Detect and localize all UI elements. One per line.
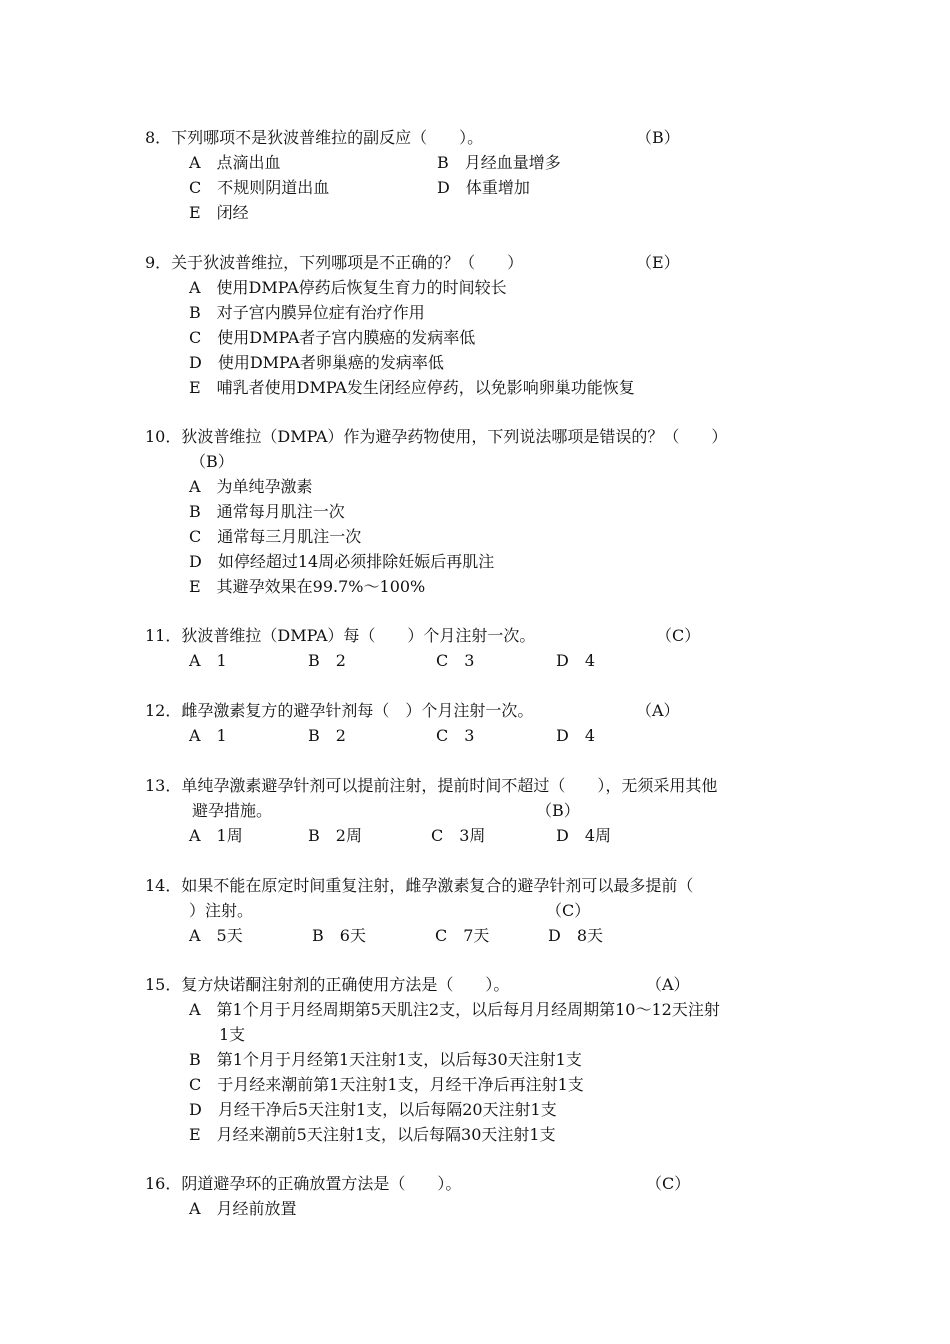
option-8-a: A 点滴出血 [189, 153, 281, 172]
option-9-d: D 使用DMPA者卵巢癌的发病率低 [189, 353, 444, 372]
option-12-a: A 1 [189, 726, 227, 745]
option-13-d: D 4周 [556, 826, 612, 845]
option-10-e: E 其避孕效果在99.7%～100% [189, 577, 426, 596]
option-15-d: D 月经干净后5天注射1支，以后每隔20天注射1支 [189, 1100, 557, 1119]
option-11-d: D 4 [556, 651, 596, 670]
option-9-a: A 使用DMPA停药后恢复生育力的时间较长 [189, 278, 507, 297]
question-stem-14: 14．如果不能在原定时间重复注射，雌孕激素复合的避孕针剂可以最多提前（ [145, 876, 694, 895]
question-stem-12: 12．雌孕激素复方的避孕针剂每（ ）个月注射一次。 [145, 701, 534, 720]
option-15-c: C 于月经来潮前第1天注射1支，月经干净后再注射1支 [189, 1075, 584, 1094]
question-stem-11: 11．狄波普维拉（DMPA）每（ ）个月注射一次。 [145, 626, 536, 645]
answer-15: （A） [646, 975, 690, 994]
answer-14: （C） [546, 901, 591, 920]
option-11-c: C 3 [436, 651, 475, 670]
option-8-d: D 体重增加 [437, 178, 530, 197]
option-8-b: B 月经血量增多 [437, 153, 561, 172]
option-10-c: C 通常每三月肌注一次 [189, 527, 362, 546]
answer-10: （B） [190, 452, 234, 471]
option-12-c: C 3 [436, 726, 475, 745]
question-stem-15: 15．复方炔诺酮注射剂的正确使用方法是（ ）。 [145, 975, 510, 994]
option-10-d: D 如停经超过14周必须排除妊娠后再肌注 [189, 552, 495, 571]
question-stem-10: 10．狄波普维拉（DMPA）作为避孕药物使用，下列说法哪项是错误的？（ ） [145, 427, 728, 446]
option-9-b: B 对子宫内膜异位症有治疗作用 [189, 303, 425, 322]
option-15-e: E 月经来潮前5天注射1支，以后每隔30天注射1支 [189, 1125, 556, 1144]
option-14-c: C 7天 [435, 926, 490, 945]
answer-12: （A） [636, 701, 680, 720]
option-8-c: C 不规则阴道出血 [189, 178, 330, 197]
option-12-d: D 4 [556, 726, 596, 745]
question-stem-8: 8．下列哪项不是狄波普维拉的副反应（ ）。 [145, 128, 484, 147]
question-stem-9: 9．关于狄波普维拉，下列哪项是不正确的？（ ） [145, 253, 524, 272]
option-13-a: A 1周 [189, 826, 243, 845]
question-stem-14-cont: ）注射。 [189, 901, 254, 920]
option-15-a-cont: 1支 [219, 1025, 246, 1044]
option-14-a: A 5天 [189, 926, 243, 945]
option-8-e: E 闭经 [189, 203, 249, 222]
option-13-b: B 2周 [308, 826, 362, 845]
option-15-b: B 第1个月于月经第1天注射1支，以后每30天注射1支 [189, 1050, 582, 1069]
question-stem-13-cont: 避孕措施。 [192, 801, 273, 820]
option-9-c: C 使用DMPA者子宫内膜癌的发病率低 [189, 328, 476, 347]
option-10-a: A 为单纯孕激素 [189, 477, 313, 496]
option-9-e: E 哺乳者使用DMPA发生闭经应停药，以免影响卵巢功能恢复 [189, 378, 635, 397]
answer-13: （B） [536, 801, 580, 820]
option-12-b: B 2 [308, 726, 346, 745]
option-14-b: B 6天 [312, 926, 366, 945]
option-16-a: A 月经前放置 [189, 1199, 297, 1218]
option-11-a: A 1 [189, 651, 227, 670]
option-13-c: C 3周 [431, 826, 486, 845]
answer-16: （C） [646, 1174, 691, 1193]
option-15-a: A 第1个月于月经周期第5天肌注2支，以后每月月经周期第10～12天注射 [189, 1000, 720, 1019]
answer-11: （C） [656, 626, 701, 645]
question-stem-16: 16．阴道避孕环的正确放置方法是（ ）。 [145, 1174, 462, 1193]
option-11-b: B 2 [308, 651, 346, 670]
option-10-b: B 通常每月肌注一次 [189, 502, 345, 521]
answer-9: （E） [636, 253, 680, 272]
option-14-d: D 8天 [548, 926, 604, 945]
answer-8: （B） [636, 128, 680, 147]
question-stem-13: 13．单纯孕激素避孕针剂可以提前注射，提前时间不超过（ ），无须采用其他 [145, 776, 718, 795]
